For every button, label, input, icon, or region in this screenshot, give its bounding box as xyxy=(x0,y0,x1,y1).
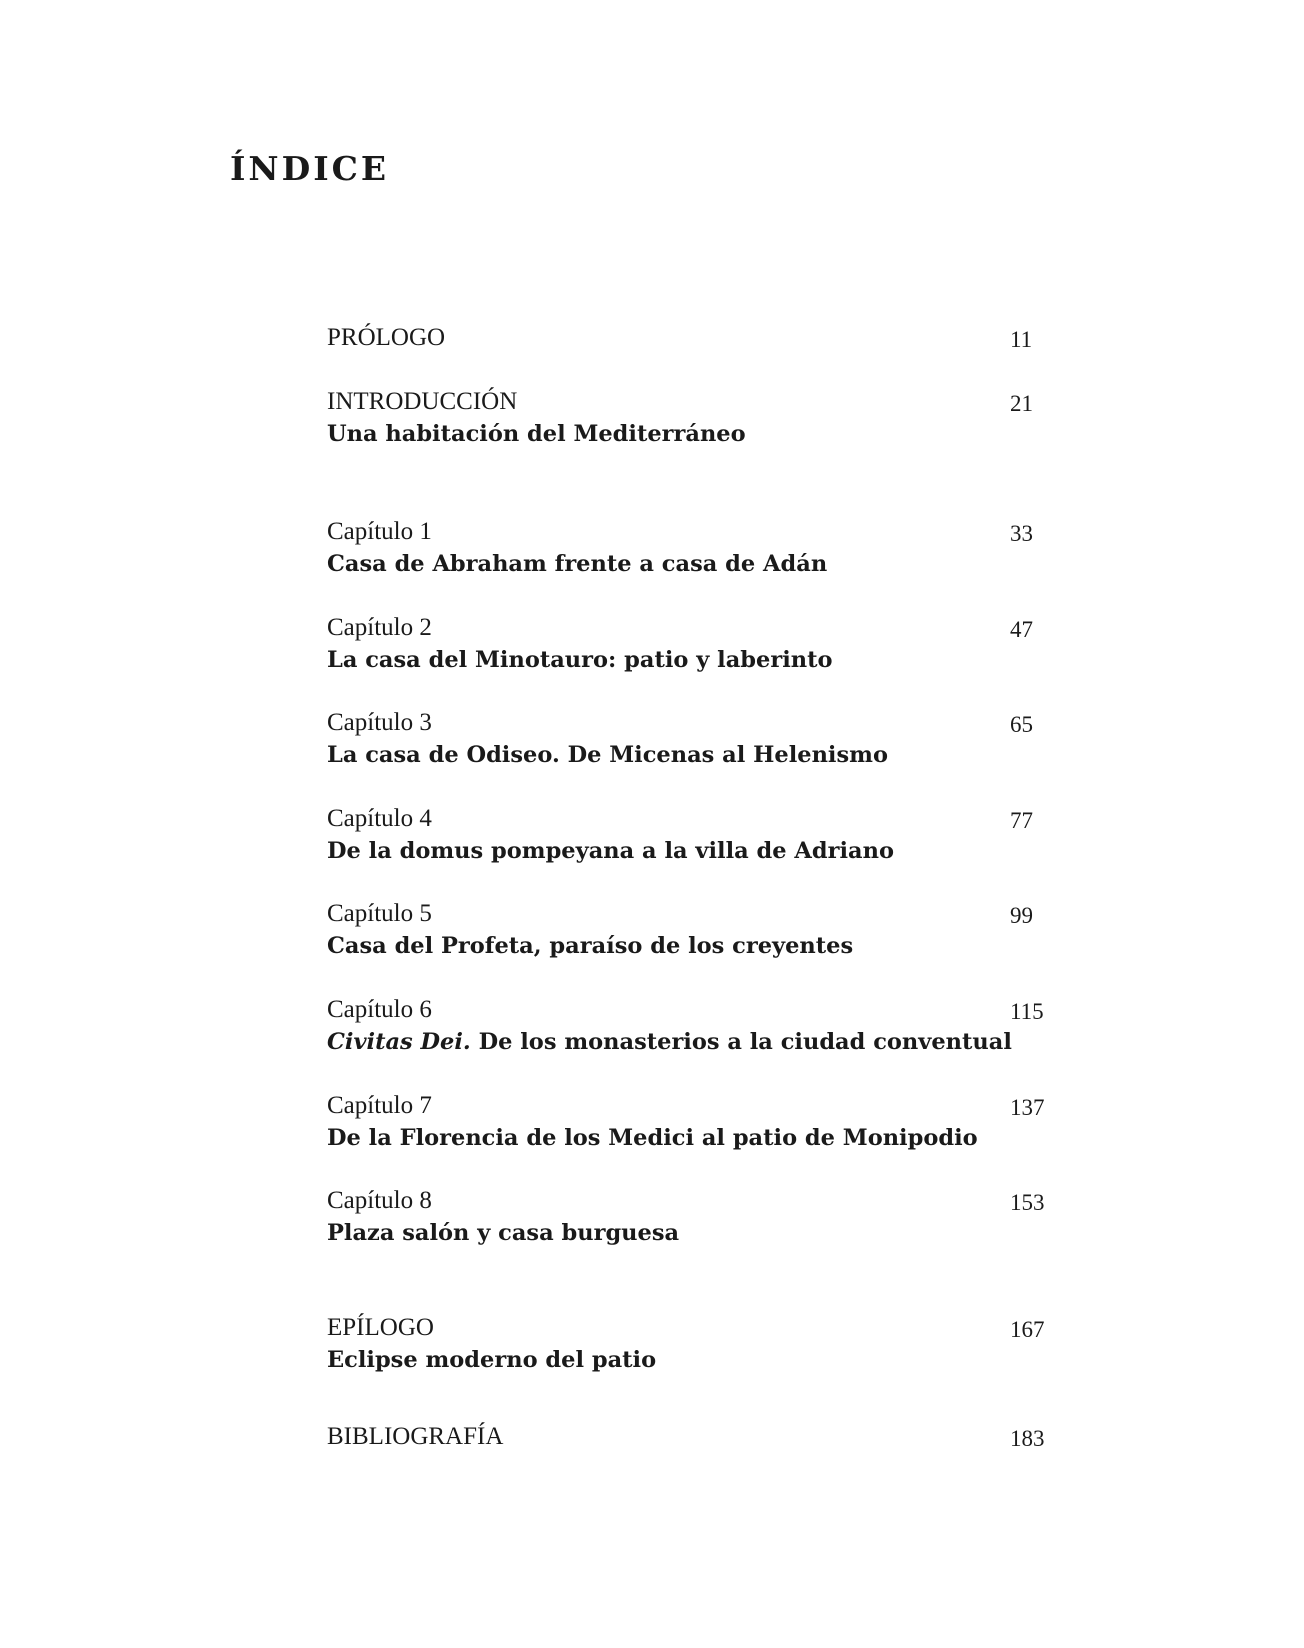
toc-entry-page-number: 99 xyxy=(1010,903,1033,928)
toc-entry-page-number: 47 xyxy=(1010,617,1033,642)
toc-entry-page-number: 137 xyxy=(1010,1095,1045,1120)
toc-entry-bibliografia[interactable] xyxy=(327,1421,1057,1453)
toc-entry-title: Una habitación del Mediterráneo xyxy=(327,421,746,447)
toc-entry-label: Capítulo 4 xyxy=(327,805,432,832)
toc-entry-title: Eclipse moderno del patio xyxy=(327,1347,657,1373)
toc-entry-capitulo-7[interactable] xyxy=(327,1090,1057,1154)
toc-entry-page-number: 11 xyxy=(1010,327,1033,352)
toc-entry-label: EPÍLOGO xyxy=(327,1314,434,1341)
toc-entry-label: Capítulo 7 xyxy=(327,1092,432,1119)
toc-entry-label: INTRODUCCIÓN xyxy=(327,388,518,415)
toc-entry-title: Plaza salón y casa burguesa xyxy=(327,1220,680,1246)
toc-entry-label: Capítulo 1 xyxy=(327,518,432,545)
toc-entry-label: Capítulo 5 xyxy=(327,900,432,927)
toc-entry-title: La casa del Minotauro: patio y laberinto xyxy=(327,647,833,673)
toc-entry-capitulo-2[interactable] xyxy=(327,612,1057,676)
toc-entry-page-number: 115 xyxy=(1010,999,1044,1024)
toc-entry-introduccion[interactable] xyxy=(327,386,1057,450)
toc-entry-label: BIBLIOGRAFÍA xyxy=(327,1423,504,1450)
toc-entry-epilogo[interactable] xyxy=(327,1312,1057,1376)
toc-entry-page-number: 183 xyxy=(1010,1426,1045,1451)
toc-entry-capitulo-5[interactable] xyxy=(327,898,1057,962)
toc-entry-prologo[interactable] xyxy=(327,322,1057,354)
toc-entry-page-number: 167 xyxy=(1010,1317,1045,1342)
toc-entry-label: Capítulo 2 xyxy=(327,614,432,641)
toc-entry-page-number: 153 xyxy=(1010,1190,1045,1215)
toc-entry-capitulo-1[interactable] xyxy=(327,516,1057,580)
toc-entry-title: De la Florencia de los Medici al patio de Monipodio xyxy=(327,1125,978,1151)
toc-entry-title: Casa del Profeta, paraíso de los creyentes xyxy=(327,933,854,959)
page-title: ÍNDICE xyxy=(230,149,390,188)
toc-entry-capitulo-4[interactable] xyxy=(327,803,1057,867)
toc-entry-capitulo-6[interactable] xyxy=(327,994,1057,1058)
toc-entry-label: PRÓLOGO xyxy=(327,324,446,351)
toc-entry-title xyxy=(327,1026,1057,1058)
toc-entry-title: La casa de Odiseo. De Micenas al Helenismo xyxy=(327,742,888,768)
toc-entry-title: De la domus pompeyana a la villa de Adriano xyxy=(327,838,894,864)
toc-entry-label: Capítulo 3 xyxy=(327,709,432,736)
toc-entry-page-number: 77 xyxy=(1010,808,1033,833)
toc-entry-capitulo-8[interactable] xyxy=(327,1185,1057,1249)
toc-entry-title-rest: De los monasterios a la ciudad conventual xyxy=(470,1029,1012,1055)
toc-entry-title: Casa de Abraham frente a casa de Adán xyxy=(327,551,828,577)
toc-entry-title-italic: Civitas Dei. xyxy=(327,1029,471,1055)
toc-entry-page-number: 21 xyxy=(1010,391,1033,416)
toc-entry-label: Capítulo 8 xyxy=(327,1187,432,1214)
toc-entry-page-number: 65 xyxy=(1010,712,1033,737)
toc-entry-capitulo-3[interactable] xyxy=(327,707,1057,771)
toc-entry-page-number: 33 xyxy=(1010,521,1033,546)
toc-entry-label: Capítulo 6 xyxy=(327,996,432,1023)
